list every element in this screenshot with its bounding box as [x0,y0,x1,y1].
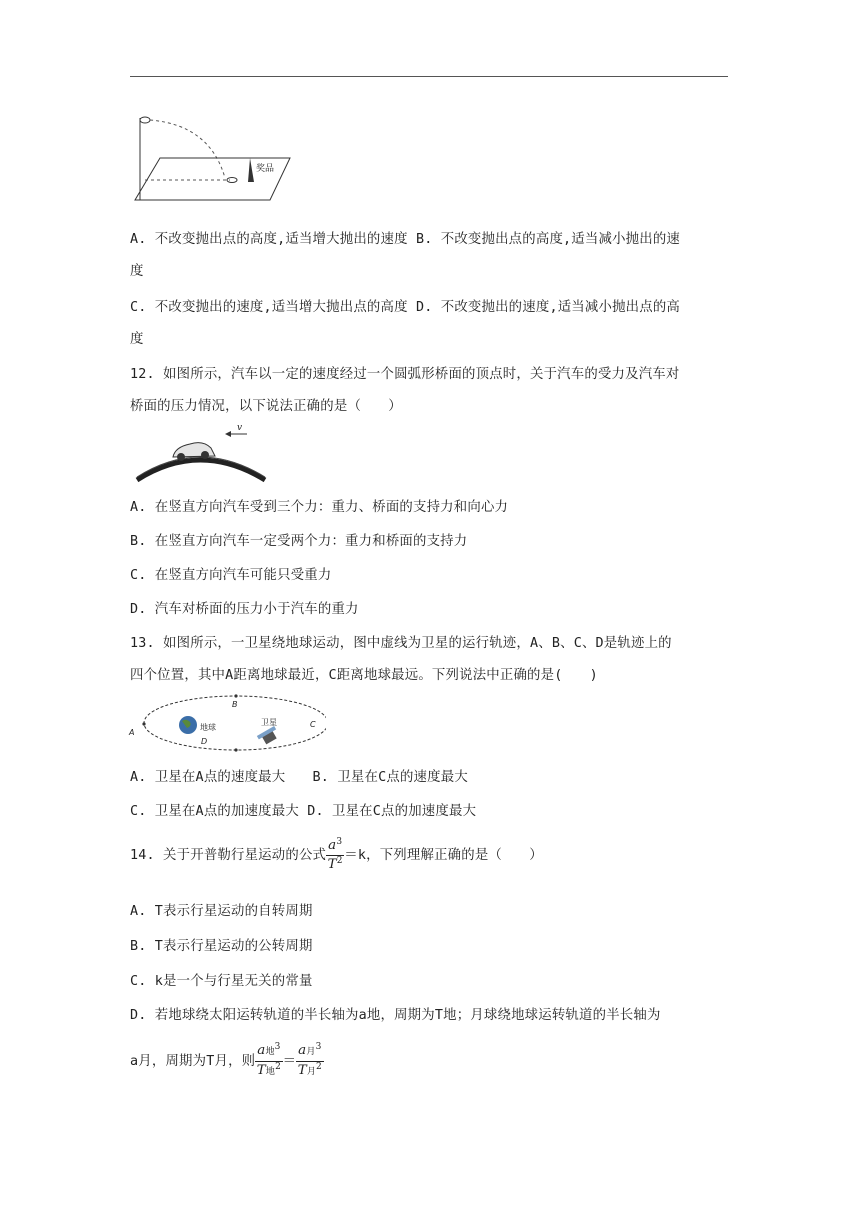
q12-option-c: C. 在竖直方向汽车可能只受重力 [130,568,332,583]
equals-sign: ＝ [282,1054,297,1069]
q12-option-d: D. 汽车对桥面的压力小于汽车的重力 [130,602,359,617]
header-rule [130,76,728,77]
q14-option-c: C. k是一个与行星无关的常量 [130,974,313,989]
satellite-label: 卫星 [261,718,277,727]
q14-option-d-line2 [130,1036,324,1088]
q13-options-ab: A. 卫星在A点的速度最大 B. 卫星在C点的速度最大 [130,770,468,785]
prize-label: 奖品 [256,164,275,174]
kepler-formula [326,837,344,874]
formula-a-exp: 3 [336,836,343,847]
orbit-point-a: A [129,728,135,737]
formula-t: T [327,856,337,872]
velocity-label: v [237,423,243,433]
formula-t-exp: 2 [336,855,343,866]
q14-stem-pre: 14. 关于开普勒行星运动的公式 [130,848,327,863]
orbit-point-b: B [232,700,238,709]
q12-option-b: B. 在竖直方向汽车一定受两个力：重力和桥面的支持力 [130,534,468,549]
q11-option-ab: A. 不改变抛出点的高度,适当增大抛出的速度 B. 不改变抛出点的高度,适当减小抛出的速 [130,232,681,247]
q12-option-a: A. 在竖直方向汽车受到三个力：重力、桥面的支持力和向心力 [130,500,509,515]
q11-option-cd-cont: 度 [130,332,144,347]
q14-option-d-line1: D. 若地球绕太阳运转轨道的半长轴为a地，周期为T地；月球绕地球运转轨道的半长轴为 [130,1008,661,1023]
q12-stem-line1: 12. 如图所示，汽车以一定的速度经过一个圆弧形桥面的顶点时，关于汽车的受力及汽车对 [130,367,680,382]
q13-stem-line2: 四个位置，其中A距离地球最近，C距离地球最远。下列说法中正确的是( ) [130,668,598,683]
q14-option-a: A. T表示行星运动的自转周期 [130,904,313,919]
q13-options-cd: C. 卫星在A点的加速度最大 D. 卫星在C点的加速度最大 [130,804,477,819]
q14-option-d-text: a月，周期为T月，则 [130,1054,256,1069]
q14-stem-post: ＝k，下列理解正确的是（ ） [344,848,543,863]
car-bridge-figure [135,420,270,485]
q11-option-ab-cont: 度 [130,264,144,279]
orbit-point-d: D [201,737,208,746]
q14-option-b: B. T表示行星运动的公转周期 [130,939,313,954]
satellite-orbit-figure [126,690,326,752]
q12-stem-line2: 桥面的压力情况，以下说法正确的是（ ） [130,399,402,414]
moon-kepler-fraction: $\frac{a月^3}{T月^2}$ [297,1041,322,1078]
earth-kepler-fraction: $\frac{a地^3}{T地^2}$ [256,1041,282,1078]
q14-stem [130,836,543,876]
orbit-point-c: C [310,720,316,729]
q11-option-cd: C. 不改变抛出的速度,适当增大抛出点的高度 D. 不改变抛出的速度,适当减小抛出点的高 [130,300,681,315]
formula-a: a [328,837,337,853]
earth-label: 地球 [200,723,216,732]
q13-stem-line1: 13. 如图所示，一卫星绕地球运动，图中虚线为卫星的运行轨迹，A、B、C、D是轨迹上的 [130,636,672,651]
projectile-figure [130,110,300,205]
